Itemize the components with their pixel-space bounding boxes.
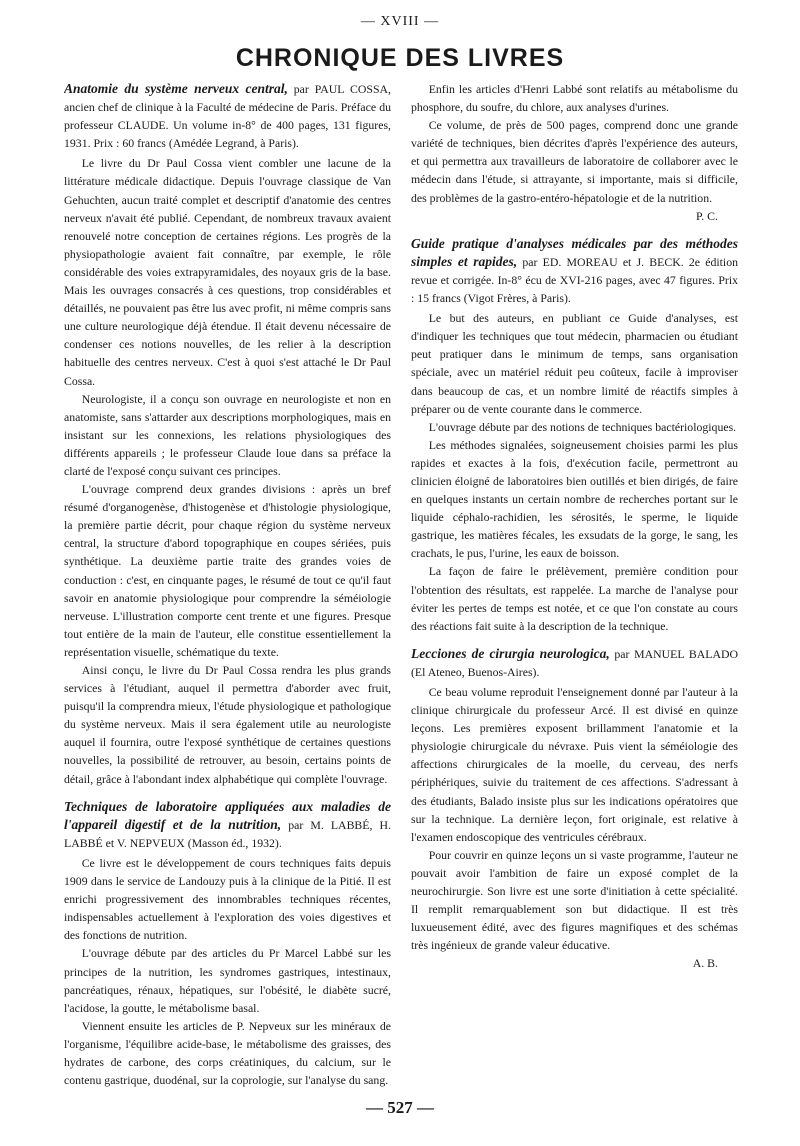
review-3 <box>411 235 738 635</box>
review-heading <box>411 235 738 307</box>
review-title: Anatomie du système nerveux central, <box>64 81 288 96</box>
review-paragraph: Ce volume, de près de 500 pages, comprend donc une grande variété de techniques, bien décrites d'après l'expérience des auteurs, et qui permettra aux travailleurs de laboratoire de collaborer avec le médecin dans l'étude, si attrayante, si importante, mais si difficile, des problèmes de la gastro-entéro-hépatologie et de la nutrition. <box>411 118 738 205</box>
review-signature: A. B. <box>692 956 718 971</box>
section-title: CHRONIQUE DES LIVRES <box>235 44 565 72</box>
page-number: — 527 — <box>366 1098 434 1117</box>
review-paragraph: Pour couvrir en quinze leçons un si vaste programme, l'auteur ne pouvait avoir l'ambition de faire un exposé complet de la neurochirurgie. Son livre est une sorte d'initiation à cette spécialité. Il remplit remarquablement son but didactique. Il est très luxueusement édité, avec des figures magnifiques et des schémas très ingénieux de grande valeur éducative. <box>411 847 738 953</box>
page-header-roman: — XVIII — <box>360 14 440 29</box>
review-heading <box>411 645 738 681</box>
review-meta: par ED. MOREAU et J. BECK. 2e édition revue et corrigée. In-8° écu de XVI-216 pages, avec 47 figures. Prix : 15 francs (Vigot Frères, à Paris). <box>411 254 738 306</box>
review-paragraph: Le but des auteurs, en publiant ce Guide d'analyses, est d'indiquer les techniques que tout médecin, pharmacien ou étudiant peut pratiquer dans le minimum de temps, sans organisation spéciale, avec un matériel réduit peu coûteux, facile à improviser dans beaucoup de cas, et un nombre limité de réactifs simples à préparer ou de vente courante dans le commerce. <box>411 311 738 416</box>
review-paragraph: L'ouvrage comprend deux grandes divisions : après un bref résumé d'organogenèse, d'histogenèse et d'histologie physiologique, la première partie décrit, pour chaque région du système nerveux central, la structure d'abord topographique en coupes sériées, puis synthétique. La deuxième partie traite des grandes voies de conduction : c'est, en cinquante pages, le résumé de tout ce qu'il faut savoir en anatomie physiologique pour comprendre la séméiologie nerveuse. L'illustration comporte cent trente et une figures. Presque tout entière de la main de l'auteur, elle constitue essentiellement la représentation visuelle, schématique du texte. <box>64 482 391 659</box>
review-2-continued <box>411 80 738 225</box>
review-paragraph: Ce beau volume reproduit l'enseignement donné par l'auteur à la clinique chirurgicale du professeur Arcé. Il est divisé en quinze leçons. Les premières exposent brillamment l'anatomie et la physiologie chirurgicale du névraxe. Puis vient la séméiologie des affections chirurgicales de la moelle, du cerveau, des nerfs périphériques, suivie du traitement de ces affections. S'adressant à des étudiants, Balado insiste plus sur les indications opératoires que sur la technique. La dernière leçon, fort originale, est relative à l'examen endoscopique des ventricules cérébraux. <box>411 685 738 844</box>
review-meta: par MANUEL BALADO (El Ateneo, Buenos-Aires). <box>411 646 738 679</box>
review-paragraph: Enfin les articles d'Henri Labbé sont relatifs au métabolisme du phosphore, du soufre, du chlore, aux analyses d'urines. <box>411 82 738 115</box>
column-left <box>64 80 391 1090</box>
review-title: Techniques de laboratoire appliquées aux maladies de l'appareil digestif et de la nutrition, <box>64 798 391 832</box>
review-heading <box>64 80 391 152</box>
review-4 <box>411 645 738 973</box>
review-title: Lecciones de cirurgia neurologica, <box>411 645 610 661</box>
column-right <box>411 80 738 1090</box>
review-paragraph: Ce livre est le développement de cours techniques faits depuis 1909 dans le service de Landouzy puis à la clinique de la Pitié. Il est enrichi progressivement des innombrables techniques récentes, indispensables actuellement à l'exploration des voies digestives et des fonctions de nutrition. <box>64 855 391 943</box>
review-title: Guide pratique d'analyses médicales par des méthodes simples et rapides, <box>411 235 738 269</box>
review-paragraph: Les méthodes signalées, soigneusement choisies parmi les plus rapides et exactes à la fois, d'exécution facile, permettront au clinicien éloigné de laboratoires bien outillés et bien dirigés, de faire en quelques instants un certain nombre de recherches portant sur le liquide céphalo-rachidien, les sérosités, le sperme, le liquide gastrique, les matières fécales, les exsudats de la gorge, le sang, les crachats, le pus, l'urine, les eaux de boisson. <box>411 437 738 561</box>
review-paragraph: Viennent ensuite les articles de P. Nepveux sur les minéraux de l'organisme, l'équilibre acide-base, le métabolisme des graisses, des hydrates de carbone, des corps créatiniques, du calcium, sur le contenu gastrique, duodénal, sur la coprologie, sur l'analyse du sang. <box>64 1018 391 1088</box>
review-paragraph: Neurologiste, il a conçu son ouvrage en neurologiste et non en anatomiste, sans s'attarder aux descriptions morphologiques, mais en insistant sur les connexions, les relations physiologiques des différents appareils ; le professeur Claude loue dans sa préface la clarté de l'exposé conçu suivant ces principes. <box>64 391 391 478</box>
review-paragraph: Ainsi conçu, le livre du Dr Paul Cossa rendra les plus grands services à l'étudiant, auquel il permettra d'aborder avec fruit, puisqu'il la comprendra mieux, l'étude physiologique et pathologique du système nerveux. Mais il sera également utile au neurologiste auquel il fournira, outre l'exposé synthétique de certaines questions nouvelles, la possibilité de retrouver, au besoin, certains points de détail, grâce à l'abondant index alphabétique qui complète l'ouvrage. <box>64 663 391 786</box>
review-meta: par M. LABBÉ, H. LABBÉ et V. NEPVEUX (Masson éd., 1932). <box>64 817 391 850</box>
review-signature: P. C. <box>696 208 718 223</box>
review-2 <box>64 798 391 1090</box>
review-meta: par PAUL COSSA, ancien chef de clinique à la Faculté de médecine de Paris. Préface du professeur CLAUDE. Un volume in-8° de 400 pages, 131 figures, 1931. Prix : 60 francs (Amédée Legrand, à Paris). <box>64 82 391 151</box>
review-paragraph: L'ouvrage débute par des articles du Pr Marcel Labbé sur les principes de la nutrition, les syndromes gastriques, intestinaux, pancréatiques, rénaux, hépatiques, sur l'obésité, le diabète sucré, l'acidose, la goutte, le métabolisme basal. <box>64 946 391 1015</box>
review-paragraph: Le livre du Dr Paul Cossa vient combler une lacune de la littérature médicale didactique. Depuis l'ouvrage classique de Van Gehuchten, aucun traité complet et descriptif d'anatomie des centres nerveux n'avait été publié. Cependant, de nombreux travaux avaient renouvelé notre conception de certaines régions. Les progrès de la physiopathologie avaient fait connaître, par exemple, le rôle considérable des voies extrapyramidales, des noyaux gris de la base. Mais les ouvrages consacrés à ces questions, trop considérables et détaillés, ne pouvaient pas être lus avec profit, ni même compris sans une culture neurologique déjà étendue. Il était devenu nécessaire de condenser ces notions nouvelles, de les relier à la description habituelle des centres nerveux. C'est à quoi s'est attaché le Dr Paul Cossa. <box>64 156 391 388</box>
review-paragraph: L'ouvrage débute par des notions de techniques bactériologiques. <box>428 419 737 434</box>
review-heading <box>64 798 391 852</box>
review-paragraph: La façon de faire le prélèvement, première condition pour l'obtention des résultats, est rappelée. La marche de l'analyse pour éviter les pertes de temps est notée, et ce que l'on constate au cours des réactions fait suite à la description de la technique. <box>411 564 738 633</box>
review-1 <box>64 80 391 788</box>
